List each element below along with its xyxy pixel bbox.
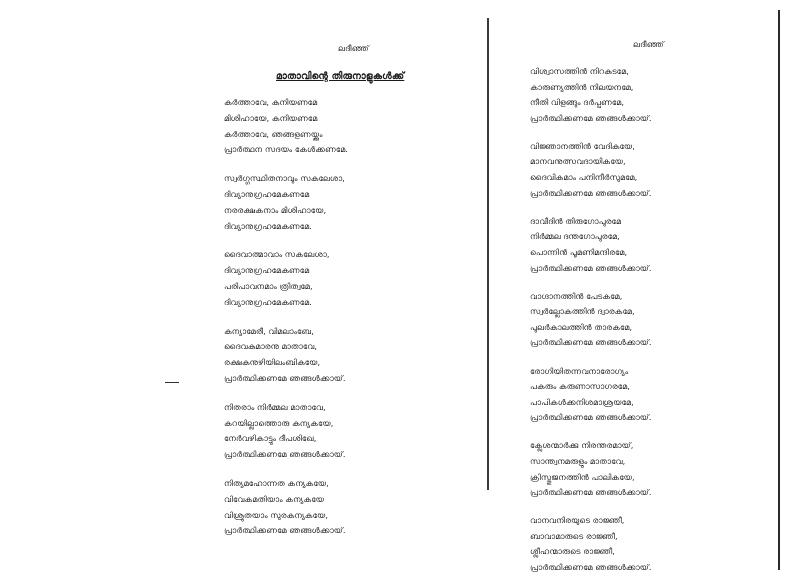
verse-line: പ്രാർത്ഥിക്കണമേ ഞങ്ങൾക്കായ്.	[530, 562, 652, 573]
verse-line: പ്രാർത്ഥിക്കണമേ ഞങ്ങൾക്കായ്.	[530, 337, 652, 348]
verse-line: ദിവ്യാനുഗ്രഹമേകണമേ	[224, 265, 310, 276]
verse-line: ശ്ലീഹന്മാരുടെ രാജ്ഞീ,	[530, 546, 615, 557]
stanza	[530, 139, 651, 201]
verse-line: വിശ്രുതയാം സുരകന്യകയേ,	[224, 509, 328, 520]
verse-line: മിശിഹായേ, കനിയണമേ	[224, 112, 318, 123]
stanza	[530, 214, 651, 276]
verse-line: വിജ്ഞാനത്തിൻ വേദികയേ,	[530, 140, 635, 151]
verse-line: രോഗിയിതന്നവനാരോഗ്യം	[530, 365, 629, 376]
verse-line: ദാവീദിൻ തിരുഗോപുരമേ	[530, 215, 622, 226]
stanza	[224, 400, 348, 463]
stanza	[530, 364, 651, 426]
verse-line: കർത്താവേ, കനിയണമേ	[224, 97, 318, 107]
verse-line: സാന്ത്വനമരുളും മാതാവേ,	[530, 455, 626, 466]
verse-line: പൊന്നിൻ പൂമണിമന്ദിരമേ,	[530, 246, 628, 257]
verse-line: പരിപാവനമാം ത്രിത്വമേ,	[224, 280, 313, 291]
stanza	[224, 95, 348, 158]
verse-line: നിതരാം നിർമ്മല മാതാവേ,	[224, 401, 326, 412]
stanza	[530, 438, 651, 500]
stanza-list	[224, 95, 348, 552]
verse-line: നീതി വിളങ്ങും ദർപ്പണമേ,	[530, 97, 624, 108]
verse-line: നിത്യമഹോന്നത കന്യകയേ,	[224, 477, 329, 488]
verse-line: ദൈവികമാം പനിനീർസുമമേ,	[530, 172, 638, 183]
verse-line: നരരക്ഷകനാം മിശിഹായേ,	[224, 204, 327, 215]
verse-line: ദൈവാത്മാവാം സകലേശാ,	[224, 249, 330, 260]
book-gutter-line	[487, 18, 489, 490]
verse-line: ബാവാമാരുടെ രാജ്ഞീ,	[530, 530, 618, 541]
verse-line: വാനവനിരയുടെ രാജ്ഞീ,	[530, 515, 625, 526]
page-edge-line	[778, 10, 780, 570]
verse-line: ക്ലേശന്മാർക്കു നിരന്തരമായ്,	[530, 440, 634, 451]
verse-line: പ്രാർത്ഥിക്കണമേ ഞങ്ങൾക്കായ്.	[530, 412, 652, 423]
verse-line: പ്രാർത്ഥന സദയം കേൾക്കണമേ.	[224, 144, 349, 155]
stanza	[224, 247, 348, 310]
stanza	[224, 171, 348, 234]
verse-line: പ്രാർത്ഥിക്കണമേ ഞങ്ങൾക്കായ്.	[530, 487, 652, 498]
verse-line: വാഗ്ദാനത്തിൻ പേടകമേ,	[530, 290, 623, 301]
verse-line: കറയില്ലാത്തൊരു കന്യകയേ,	[224, 417, 334, 428]
verse-line: മാനവനുത്സവദായികയേ,	[530, 156, 626, 167]
stanza	[530, 64, 651, 126]
verse-line: ദൈവകുമാരനു മാതാവേ,	[224, 341, 318, 352]
verse-line: ദിവ്യാനുഗ്രഹമേകണമേ.	[224, 296, 312, 307]
verse-line: ക്രിസ്തുജനത്തിൻ പാലികയേ,	[530, 471, 635, 482]
verse-line: സ്വർല്ലോകത്തിൻ ദ്വാരകമേ,	[530, 306, 635, 317]
verse-line: ദിവ്യാനുഗ്രഹമേകണമേ	[224, 188, 310, 199]
verse-line: പ്രാർത്ഥിക്കണമേ ഞങ്ങൾക്കായ്.	[224, 372, 346, 383]
verse-line: പ്രാർത്ഥിക്കണമേ ഞങ്ങൾക്കായ്.	[224, 449, 346, 460]
verse-line: വിവേകമതിയാം കന്യകയേ	[224, 493, 325, 504]
stanza	[224, 476, 348, 539]
stanza	[530, 289, 651, 351]
verse-line: പാപികൾക്കനിശമാശ്രയമേ,	[530, 396, 634, 407]
page-title: മാതാവിന്റെ തിരുനാളുകൾക്ക്	[276, 71, 405, 82]
stanza	[224, 324, 348, 387]
page-header: ലദീഞ്ഞ്	[633, 40, 664, 49]
stanza-list	[530, 64, 651, 588]
verse-line: വിശ്വാസത്തിൻ നിറകുടമേ,	[530, 66, 629, 76]
verse-line: പ്രാർത്ഥിക്കണമേ ഞങ്ങൾക്കായ്.	[530, 187, 652, 198]
verse-line: പ്രാർത്ഥിക്കണമേ ഞങ്ങൾക്കായ്.	[530, 262, 652, 273]
verse-line: കാരുണ്യത്തിൻ നിലയനമേ,	[530, 81, 634, 92]
verse-line: കന്യാമേരീ, വിമലാംബേ,	[224, 325, 314, 336]
page-header: ലദീഞ്ഞ്	[338, 44, 369, 53]
verse-line: പ്രാർത്ഥിക്കണമേ ഞങ്ങൾക്കായ്.	[530, 112, 652, 123]
verse-line: നിർമ്മല ദന്തഗോപുരമേ,	[530, 231, 620, 242]
verse-line: പുലർകാലത്തിൻ താരകമേ,	[530, 321, 633, 332]
verse-line: സ്വർഗ്ഗസ്ഥിതനാവും സകലേശാ,	[224, 173, 345, 184]
stanza	[530, 513, 651, 575]
right-page	[487, 0, 800, 581]
verse-line: കർത്താവേ, ഞങ്ങളണയ്ക്കും	[224, 128, 323, 139]
verse-line: ദിവ്യാനുഗ്രഹമേകണമേ.	[224, 220, 312, 231]
margin-mark	[165, 382, 179, 383]
verse-line: നേർവഴികാട്ടും ദീപശിഖേ,	[224, 433, 317, 444]
verse-line: പ്രാർത്ഥിക്കണമേ ഞങ്ങൾക്കായ്.	[224, 525, 346, 536]
verse-line: രക്ഷകനുഴിയിലംബികയേ,	[224, 357, 321, 368]
verse-line: പകരും കരുണാസാഗരമേ,	[530, 381, 630, 392]
